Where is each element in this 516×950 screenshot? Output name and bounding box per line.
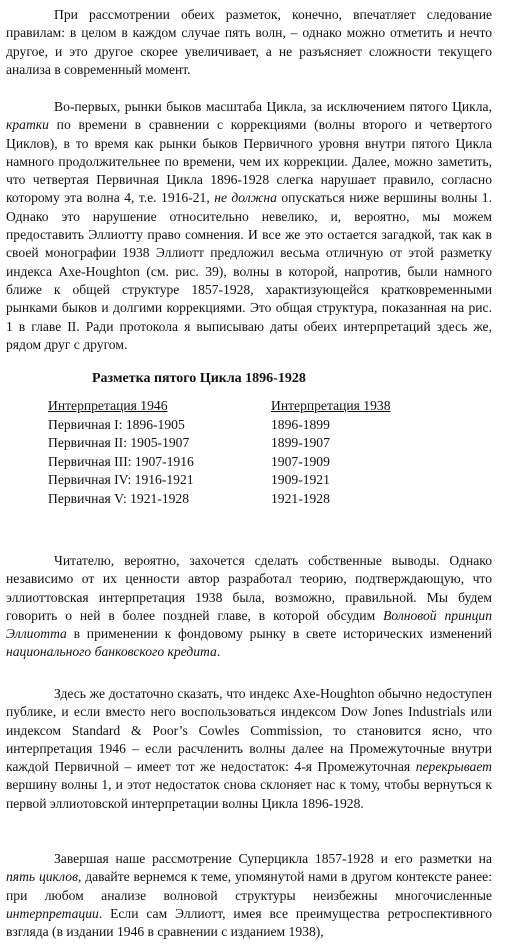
- paragraph-2: Во-первых, рынки быков масштаба Цикла, за исключением пятого Цикла, кратки по времени в сравнении с коррекциями (волны второго и четвертого Циклов), в то время как рынки быков Первичного уровня внутри пятого Цикла намного продолжительнее по времени, чем их коррекции. Далее, можно заметить, что четвертая Первичная Цикла 1896-1928 слегка нарушает правило, согласно которому эта волна 4, т.е. 1916-21, не должна опускаться ниже вершины волны 1. Однако это нарушение относительно невелико, и, вероятно, мы можем предоставить Эллиотту право сомнения. И все же это остается загадкой, так как в своей монографии 1938 Эллиотт предложил весьма отличную от этой разметку индекса Axe-Houghton (см. рис. 39), волны в которой, напротив, были намного ближе к общей структуре 1857-1928, характизующейся кратковременными рынками быков и долгими коррекциями. Это общая структура, показанная на рис. 1 в главе II. Ради протокола я выписываю даты обеих интерпретаций здесь же, рядом друг с другом.: [6, 99, 493, 352]
- interpretation-table: [48, 397, 468, 509]
- italic-text: национального банковского кредита: [6, 644, 217, 660]
- table-cell: Первичная V: 1921-1928: [48, 490, 190, 506]
- column-header-1938: Интерпретация 1938: [271, 398, 391, 413]
- table-title: Разметка пятого Цикла 1896-1928: [92, 371, 306, 386]
- table-header-row: [48, 397, 468, 416]
- table-cell: Первичная IV: 1916-1921: [48, 472, 194, 488]
- paragraph-3: Читателю, вероятно, захочется сделать собственные выводы. Однако независимо от их ценности автор разработал теорию, подтверждающую, что эллиоттовская интерпретация 1938 была, возможно, правильной. Мы будем говорить о ней в более поздней главе, в которой обсудим Волновой принцип Эллиотта в применении к фондовому рынку в свете исторических изменений национального банковского кредита.: [6, 553, 492, 660]
- table-row: [48, 471, 468, 490]
- paragraph-1: При рассмотрении обеих разметок, конечно, впечатляет следование правилам: в целом в каждом случае пять волн, – однако можно отметить и нечто другое, и это другое скорее увеличивает, а не разъясняет сложности текущего анализа в современный момент.: [6, 7, 492, 77]
- table-cell: 1896-1899: [271, 416, 330, 432]
- table-cell: 1909-1921: [271, 472, 330, 488]
- table-row: [48, 434, 468, 453]
- italic-text: перекрывает: [415, 759, 492, 775]
- italic-text: интерпретации: [6, 905, 99, 921]
- italic-text: Волновой принцип Эллиотта: [6, 607, 492, 642]
- column-header-1946: Интерпретация 1946: [48, 398, 168, 413]
- table-row: [48, 453, 468, 472]
- paragraph-4: Здесь же достаточно сказать, что индекс Axe-Houghton обычно недоступен публике, и если вместо него воспользоваться индексом Dow Jones Industrials или индексом Standard & Poor’s Cowles Commission, то становится ясно, что интерпретация 1946 – если расчленить волны далее на Промежуточные внутри каждой Первичной – имеет тот же недостаток: 4-я Промежуточная перекрывает вершину волны 1, и этот недостаток снова склоняет нас к тому, чтобы вернуться к первой эллиотовской интерпретации волны Цикла 1896-1928.: [6, 686, 492, 811]
- table-cell: 1907-1909: [271, 453, 330, 469]
- table-cell: Первичная II: 1905-1907: [48, 435, 190, 451]
- paragraph-5: Завершая наше рассмотрение Суперцикла 1857-1928 и его разметки на пять циклов, давайте вернемся к теме, упомянутой нами в другом контексте ранее: при любом анализе волновой структуры неизбежны многочисленные интерпретации. Если сам Эллиотт, имея все преимущества ретроспективного взгляда (в издании 1946 в сравнении с изданием 1938),: [6, 851, 492, 940]
- italic-text: не должна: [214, 190, 277, 206]
- italic-text: пять циклов: [6, 869, 78, 885]
- table-cell: Первичная III: 1907-1916: [48, 453, 194, 469]
- table-row: [48, 490, 468, 509]
- italic-text: кратки: [6, 117, 49, 133]
- table-cell: 1899-1907: [271, 435, 330, 451]
- table-cell: 1921-1928: [271, 490, 330, 506]
- table-cell: Первичная I: 1896-1905: [48, 416, 185, 432]
- table-row: [48, 416, 468, 435]
